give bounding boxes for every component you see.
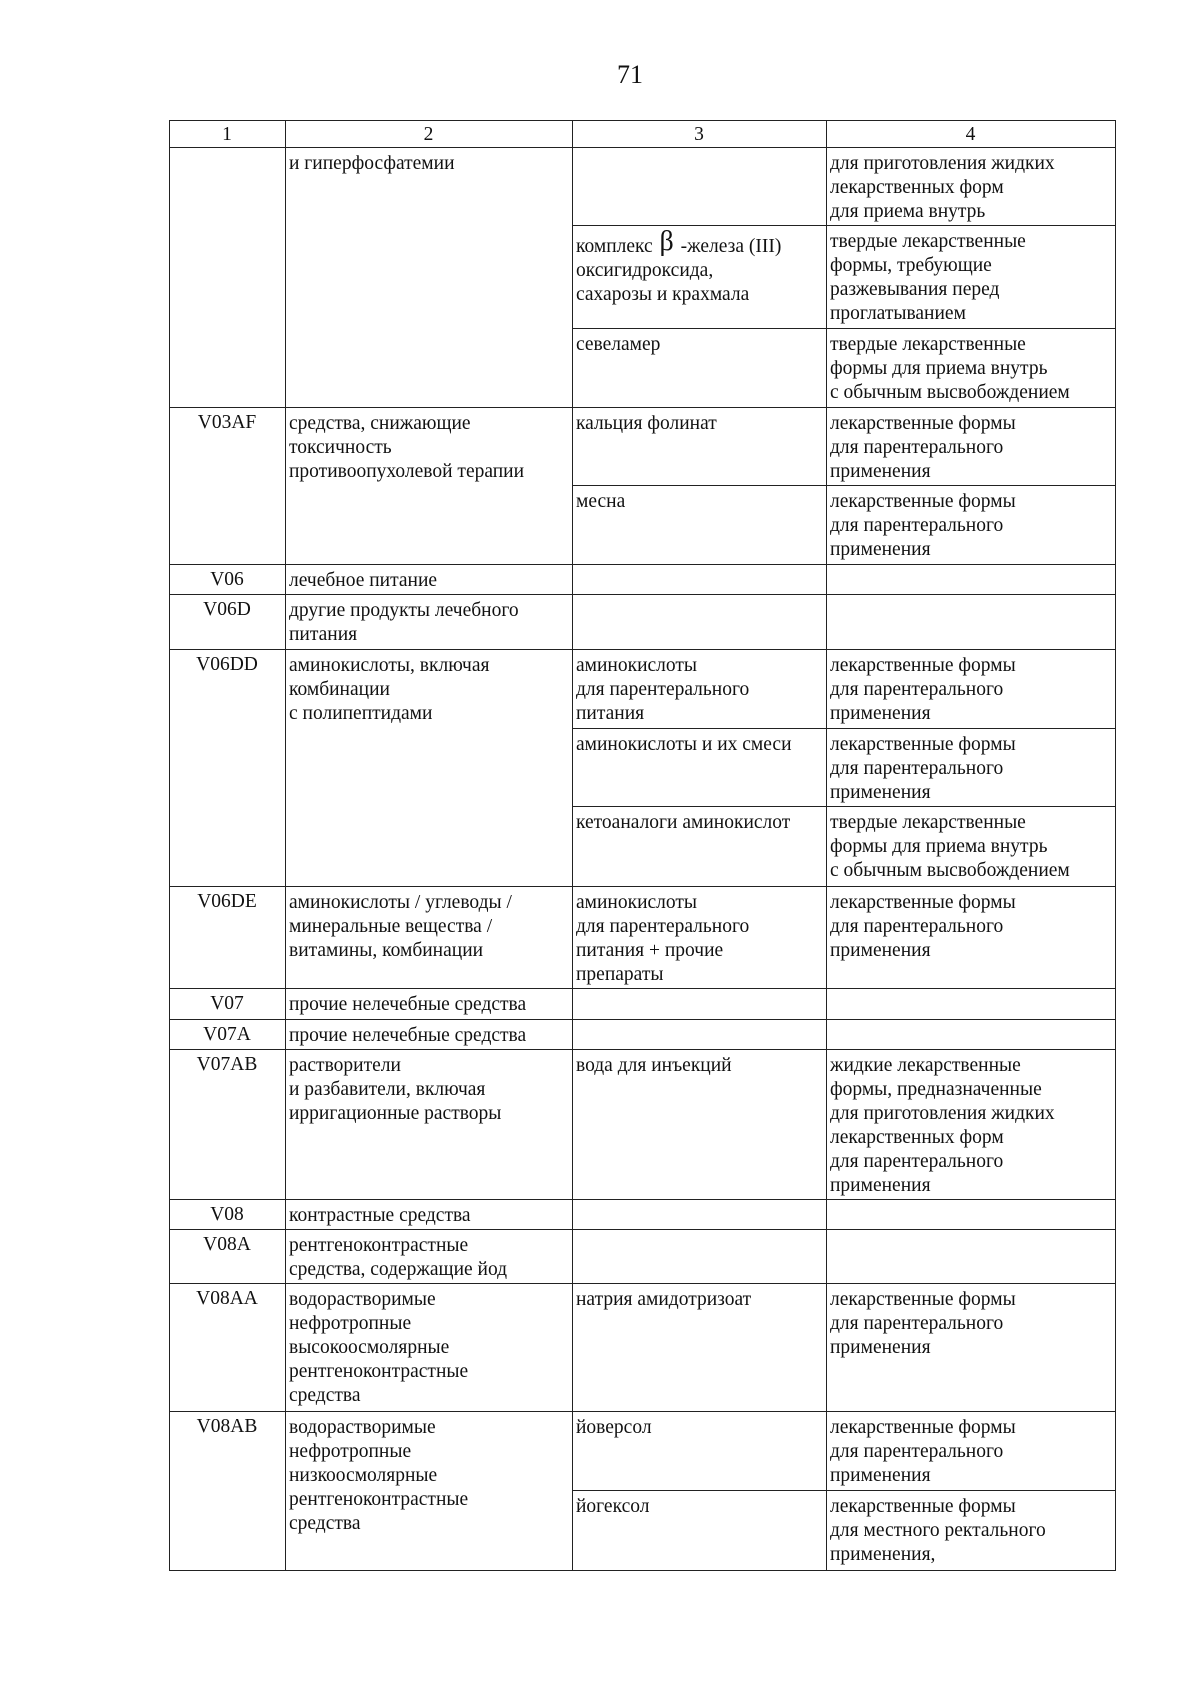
drug-cell [573, 1020, 827, 1050]
group-cell: прочие нелечебные средства [286, 1020, 573, 1050]
code-cell: V08AA [170, 1284, 286, 1412]
drug-cell: севеламер [573, 329, 827, 408]
form-cell: жидкие лекарственные формы, предназначенные для приготовления жидких лекарственных форм для парентерального применения [827, 1050, 1116, 1200]
form-cell: лекарственные формы для парентерального применения [827, 1412, 1116, 1491]
drug-cell [573, 989, 827, 1020]
form-cell [827, 595, 1116, 650]
form-cell [827, 565, 1116, 595]
table-row [170, 650, 1116, 729]
table-row [170, 1230, 1116, 1284]
drug-cell: кетоаналоги аминокислот [573, 807, 827, 887]
drug-cell [573, 565, 827, 595]
code-cell: V06 [170, 565, 286, 595]
group-cell: рентгеноконтрастные средства, содержащие йод [286, 1230, 573, 1284]
drug-cell: вода для инъекций [573, 1050, 827, 1200]
table-row [170, 1200, 1116, 1230]
group-cell: растворители и разбавители, включая ирригационные растворы [286, 1050, 573, 1200]
form-cell: лекарственные формы для парентерального применения [827, 887, 1116, 989]
form-cell: для приготовления жидких лекарственных форм для приема внутрь [827, 148, 1116, 226]
header-col-2: 2 [286, 121, 573, 148]
header-col-3: 3 [573, 121, 827, 148]
code-cell [170, 148, 286, 408]
group-cell: и гиперфосфатемии [286, 148, 573, 408]
header-col-1: 1 [170, 121, 286, 148]
table-row [170, 989, 1116, 1020]
code-cell: V07AB [170, 1050, 286, 1200]
group-cell: прочие нелечебные средства [286, 989, 573, 1020]
drug-name-prefix: комплекс [576, 236, 658, 257]
form-cell: твердые лекарственные формы, требующие разжевывания перед проглатыванием [827, 226, 1116, 329]
form-cell: лекарственные формы для парентерального применения [827, 486, 1116, 565]
code-cell: V06DE [170, 887, 286, 989]
group-cell: водорастворимые нефротропные высокоосмолярные рентгеноконтрастные средства [286, 1284, 573, 1412]
form-cell [827, 1200, 1116, 1230]
code-cell: V08AB [170, 1412, 286, 1571]
group-cell: аминокислоты, включая комбинации с полипептидами [286, 650, 573, 887]
form-cell: лекарственные формы для парентерального применения [827, 729, 1116, 807]
drug-cell: аминокислоты и их смеси [573, 729, 827, 807]
drug-cell [573, 226, 827, 329]
table-row [170, 408, 1116, 486]
code-cell: V03AF [170, 408, 286, 565]
form-cell: твердые лекарственные формы для приема внутрь с обычным высвобождением [827, 807, 1116, 887]
code-cell: V08 [170, 1200, 286, 1230]
drug-cell: йоверсол [573, 1412, 827, 1491]
group-cell: лечебное питание [286, 565, 573, 595]
form-cell: лекарственные формы для местного ректального применения, [827, 1491, 1116, 1571]
table-row [170, 595, 1116, 650]
drug-name-suffix: -железа (III) оксигидроксида, сахарозы и крахмала [576, 236, 782, 305]
beta-symbol: β [659, 226, 674, 257]
group-cell: аминокислоты / углеводы / минеральные вещества / витамины, комбинации [286, 887, 573, 989]
header-col-4: 4 [827, 121, 1116, 148]
code-cell: V07A [170, 1020, 286, 1050]
table-row [170, 1284, 1116, 1412]
group-cell: контрастные средства [286, 1200, 573, 1230]
table-row [170, 1412, 1116, 1491]
form-cell [827, 1020, 1116, 1050]
code-cell: V07 [170, 989, 286, 1020]
drug-cell [573, 1230, 827, 1284]
drug-cell [573, 148, 827, 226]
form-cell [827, 1230, 1116, 1284]
drug-table [169, 120, 1116, 1571]
drug-cell: кальция фолинат [573, 408, 827, 486]
code-cell: V06DD [170, 650, 286, 887]
drug-cell: аминокислоты для парентерального питания + прочие препараты [573, 887, 827, 989]
table-row [170, 1050, 1116, 1200]
table-header-row [170, 121, 1116, 148]
code-cell: V06D [170, 595, 286, 650]
drug-cell: месна [573, 486, 827, 565]
form-cell: твердые лекарственные формы для приема внутрь с обычным высвобождением [827, 329, 1116, 408]
table-row [170, 565, 1116, 595]
table-row [170, 1020, 1116, 1050]
table-row [170, 887, 1116, 989]
drug-cell: аминокислоты для парентерального питания [573, 650, 827, 729]
drug-cell [573, 1200, 827, 1230]
group-cell: средства, снижающие токсичность противоопухолевой терапии [286, 408, 573, 565]
page-number: 71 [617, 60, 643, 89]
form-cell [827, 989, 1116, 1020]
drug-cell [573, 595, 827, 650]
group-cell: водорастворимые нефротропные низкоосмолярные рентгеноконтрастные средства [286, 1412, 573, 1571]
drug-cell: натрия амидотризоат [573, 1284, 827, 1412]
form-cell: лекарственные формы для парентерального применения [827, 408, 1116, 486]
table-row [170, 148, 1116, 226]
group-cell: другие продукты лечебного питания [286, 595, 573, 650]
drug-cell: йогексол [573, 1491, 827, 1571]
form-cell: лекарственные формы для парентерального применения [827, 1284, 1116, 1412]
form-cell: лекарственные формы для парентерального применения [827, 650, 1116, 729]
code-cell: V08A [170, 1230, 286, 1284]
